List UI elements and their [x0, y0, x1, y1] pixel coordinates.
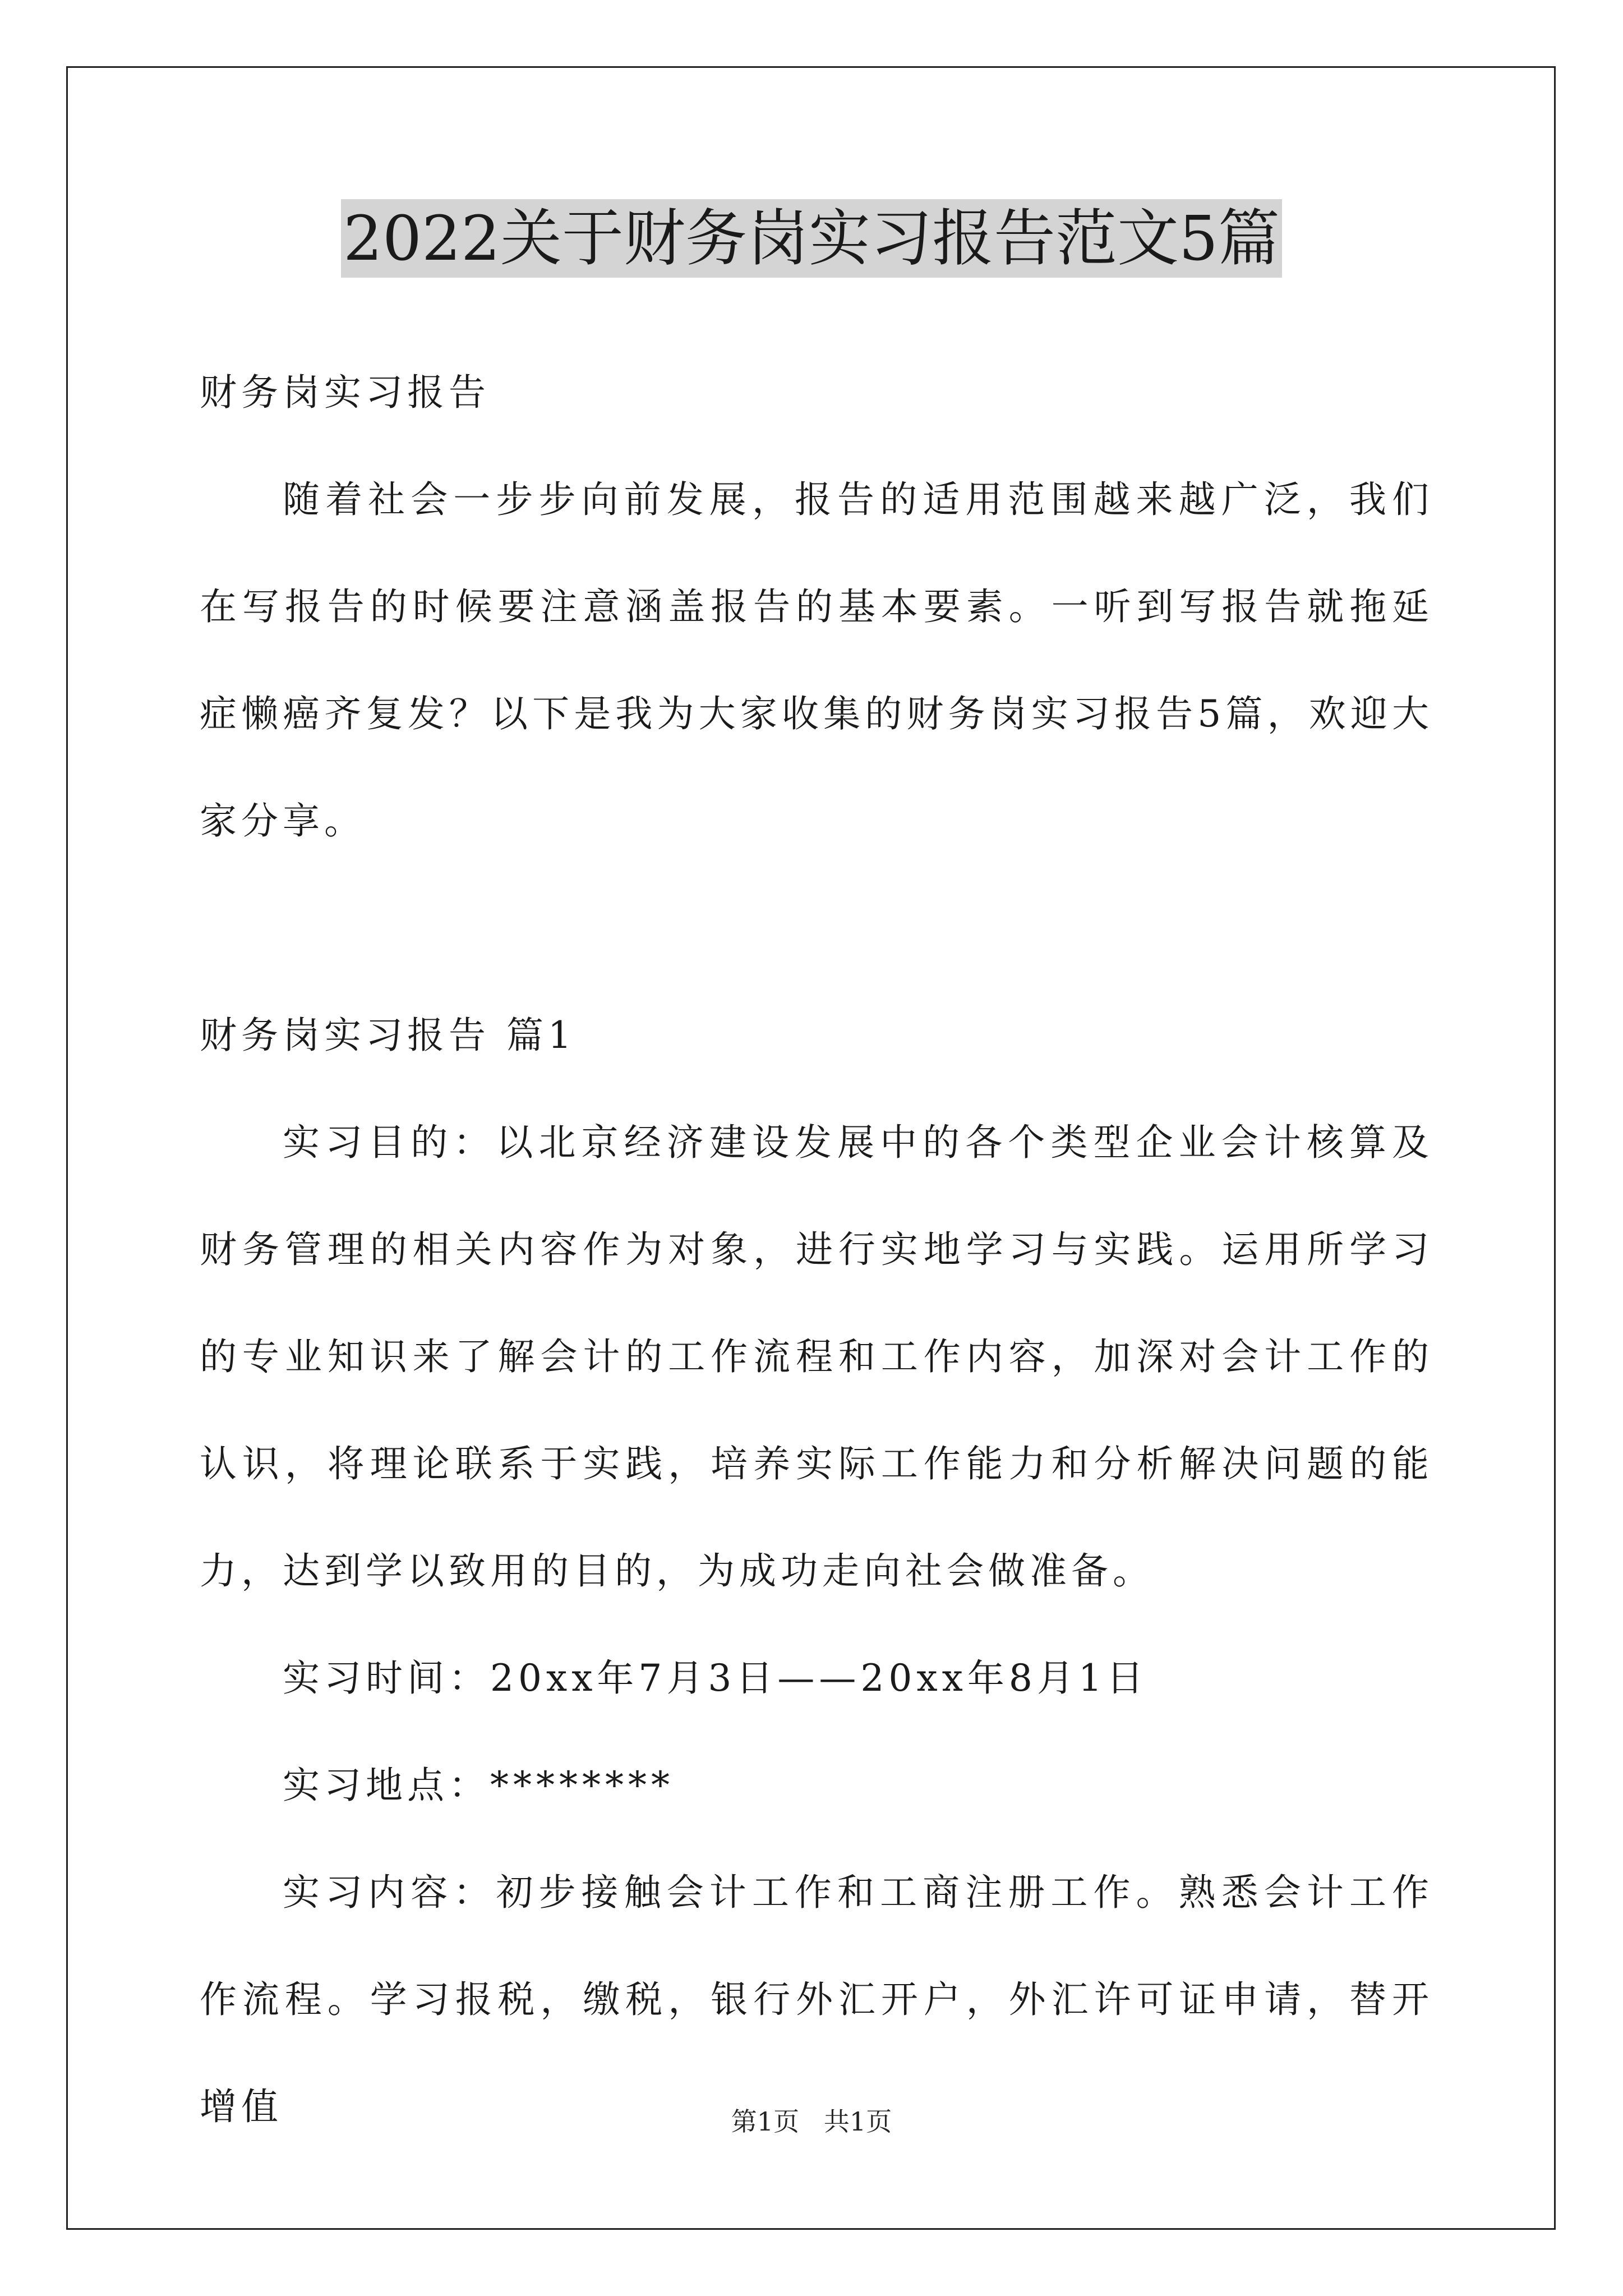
- location-paragraph: 实习地点：********: [283, 1764, 674, 1807]
- section-spacer: [200, 875, 1433, 982]
- content-paragraph: 实习内容：初步接触会计工作和工商注册工作。熟悉会计工作作流程。学习报税，缴税，银行外汇开户，外汇许可证申请，替开增值: [200, 1871, 1433, 2128]
- intro-paragraph: 随着社会一步步向前发展，报告的适用范围越来越广泛，我们在写报告的时候要注意涵盖报告的基本要素。一听到写报告就拖延症懒癌齐复发？以下是我为大家收集的财务岗实习报告5篇，欢迎大家分享。: [200, 478, 1433, 843]
- time-paragraph: 实习时间：20xx年7月3日——20xx年8月1日: [283, 1657, 1148, 1700]
- subtitle: 财务岗实习报告: [200, 371, 490, 414]
- purpose-paragraph: 实习目的：以北京经济建设发展中的各个类型企业会计核算及财务管理的相关内容作为对象，进行实地学习与实践。运用所学习的专业知识来了解会计的工作流程和工作内容，加深对会计工作的认识，将理论联系于实践，培养实际工作能力和分析解决问题的能力，达到学以致用的目的，为成功走向社会做准备。: [200, 1121, 1433, 1593]
- document-body: [200, 339, 1433, 2160]
- document-title: 2022关于财务岗实习报告范文5篇: [341, 199, 1282, 278]
- page-footer: 第1页 共1页: [731, 2106, 892, 2137]
- title-container: [0, 199, 1623, 278]
- section-heading: 财务岗实习报告 篇1: [200, 1014, 576, 1057]
